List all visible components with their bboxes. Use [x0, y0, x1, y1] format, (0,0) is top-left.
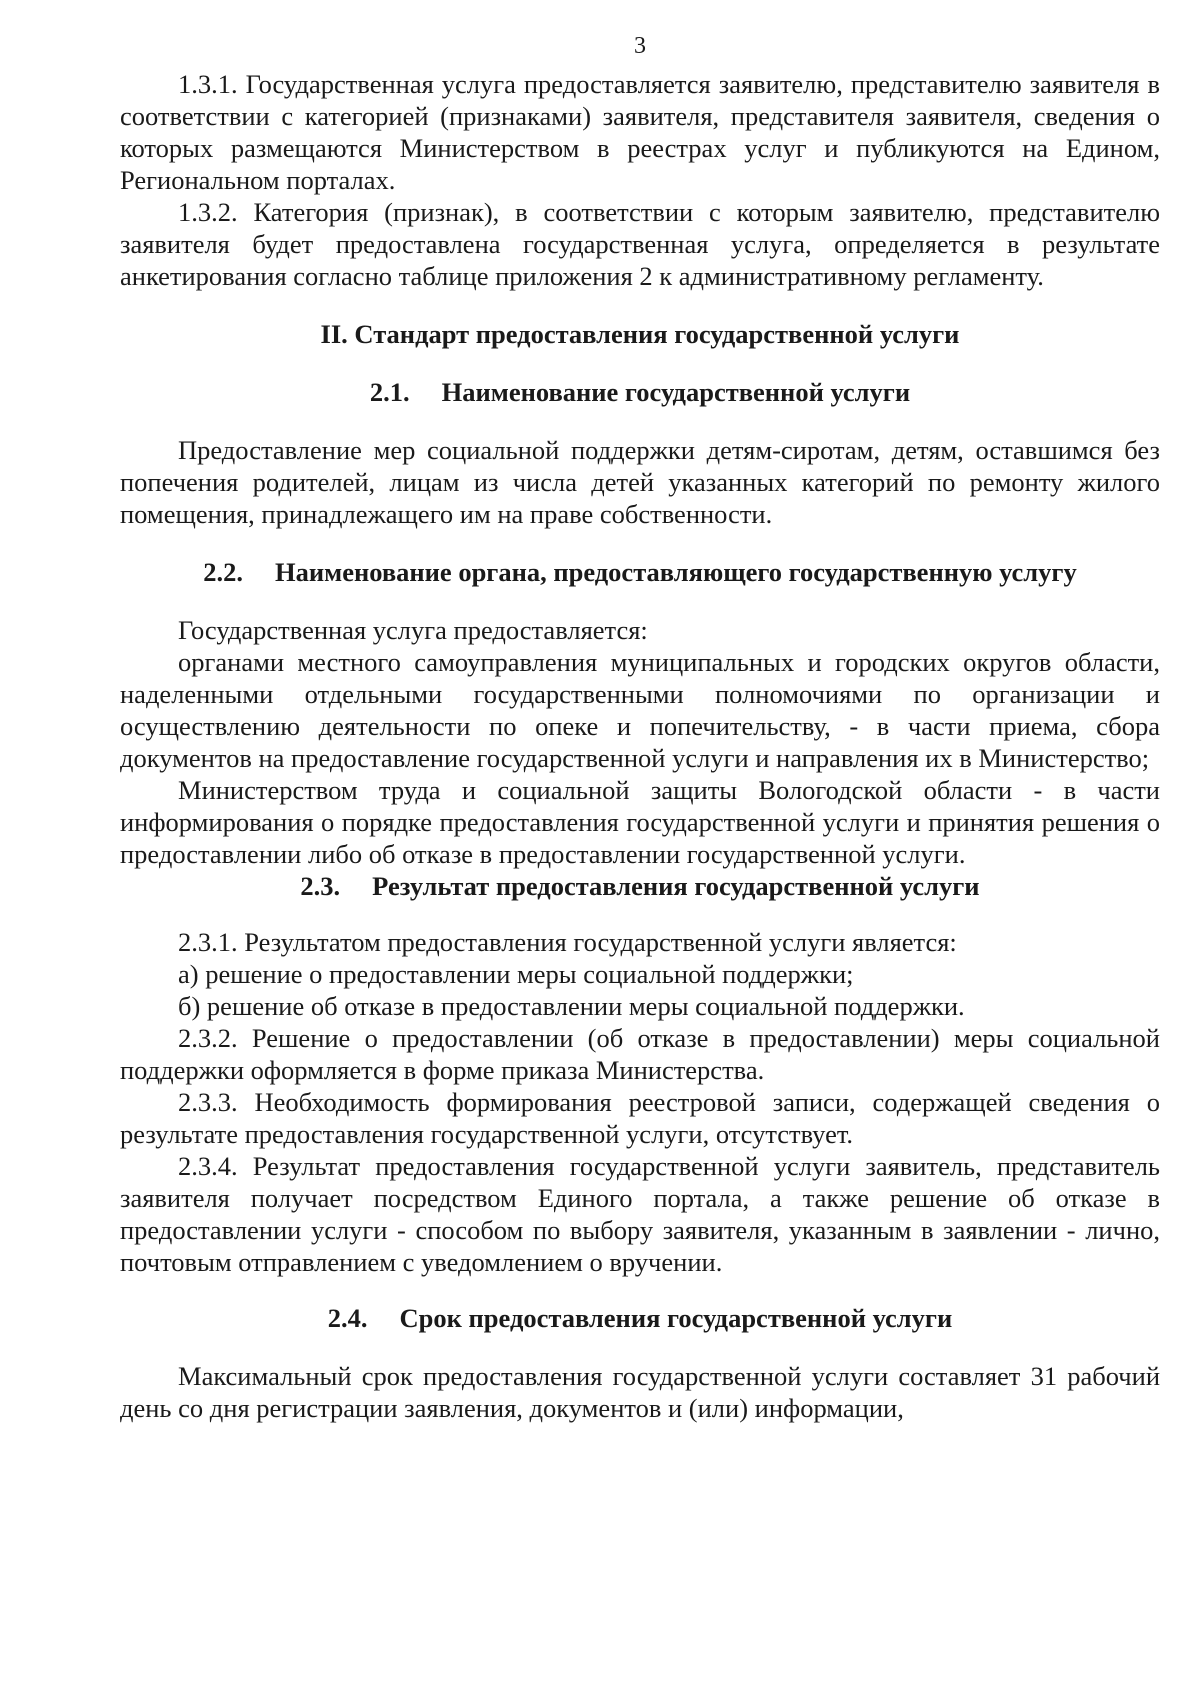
heading-2-1	[120, 376, 1160, 408]
paragraph-2-3-1: 2.3.1. Результатом предоставления государственной услуги является:	[178, 927, 957, 957]
paragraph-2-2-local-authorities: органами местного самоуправления муниципальных и городских округов области, наделенными отдельными государственными полномочиями по организации и осуществлению деятельности по опеке и попечительству, - в части приема, сбора документов на предоставление государственной услуги и направления их в Министерство;	[120, 647, 1160, 773]
paragraph-2-3-1-a: а) решение о предоставлении меры социальной поддержки;	[178, 959, 854, 989]
document-page	[120, 30, 1160, 1424]
paragraph-2-3-1-b: б) решение об отказе в предоставлении меры социальной поддержки.	[178, 991, 965, 1021]
heading-2-4-number: 2.4.	[327, 1303, 368, 1333]
paragraph-2-2-ministry: Министерством труда и социальной защиты Вологодской области - в части информирования о порядке предоставления государственной услуги и принятия решения о предоставлении либо об отказе в предоставлении государственной услуги.	[120, 775, 1160, 869]
heading-2-1-number: 2.1.	[369, 377, 410, 407]
paragraph-2-1-text: Предоставление мер социальной поддержки детям-сиротам, детям, оставшимся без попечения родителей, лицам из числа детей указанных категорий по ремонту жилого помещения, принадлежащего им на праве собственности.	[120, 435, 1160, 529]
section-2-title: II. Стандарт предоставления государственной услуги	[320, 319, 960, 349]
heading-2-2-number: 2.2.	[203, 557, 244, 587]
heading-2-4	[120, 1302, 1160, 1334]
page-number: 3	[634, 33, 646, 59]
paragraph-2-3-3: 2.3.3. Необходимость формирования реестровой записи, содержащей сведения о результате предоставления государственной услуги, отсутствует.	[120, 1087, 1160, 1149]
paragraph-2-3-2: 2.3.2. Решение о предоставлении (об отказе в предоставлении) меры социальной поддержки оформляется в форме приказа Министерства.	[120, 1023, 1160, 1085]
paragraph-1-3-2: 1.3.2. Категория (признак), в соответствии с которым заявителю, представителю заявителя будет предоставлена государственная услуга, определяется в результате анкетирования согласно таблице приложения 2 к административному регламенту.	[120, 197, 1160, 291]
paragraph-2-4-text: Максимальный срок предоставления государственной услуги составляет 31 рабочий день со дня регистрации заявления, документов и (или) информации,	[120, 1361, 1160, 1423]
heading-2-2	[120, 556, 1160, 588]
heading-2-4-title: Срок предоставления государственной услуги	[399, 1303, 953, 1333]
paragraph-2-2-intro: Государственная услуга предоставляется:	[178, 615, 648, 645]
paragraph-1-3-1: 1.3.1. Государственная услуга предоставляется заявителю, представителю заявителя в соответствии с категорией (признаками) заявителя, представителя заявителя, сведения о которых размещаются Министерством в реестрах услуг и публикуются на Едином, Региональном порталах.	[120, 69, 1160, 195]
heading-2-1-title: Наименование государственной услуги	[441, 377, 911, 407]
heading-2-3-title: Результат предоставления государственной услуги	[372, 871, 980, 901]
heading-2-3	[120, 870, 1160, 902]
heading-2-2-title: Наименование органа, предоставляющего государственную услугу	[275, 557, 1077, 587]
heading-2-3-number: 2.3.	[300, 871, 341, 901]
paragraph-2-3-4: 2.3.4. Результат предоставления государственной услуги заявитель, представитель заявителя получает посредством Единого портала, а также решение об отказе в предоставлении услуги - способом по выбору заявителя, указанным в заявлении - лично, почтовым отправлением с уведомлением о вручении.	[120, 1151, 1160, 1277]
